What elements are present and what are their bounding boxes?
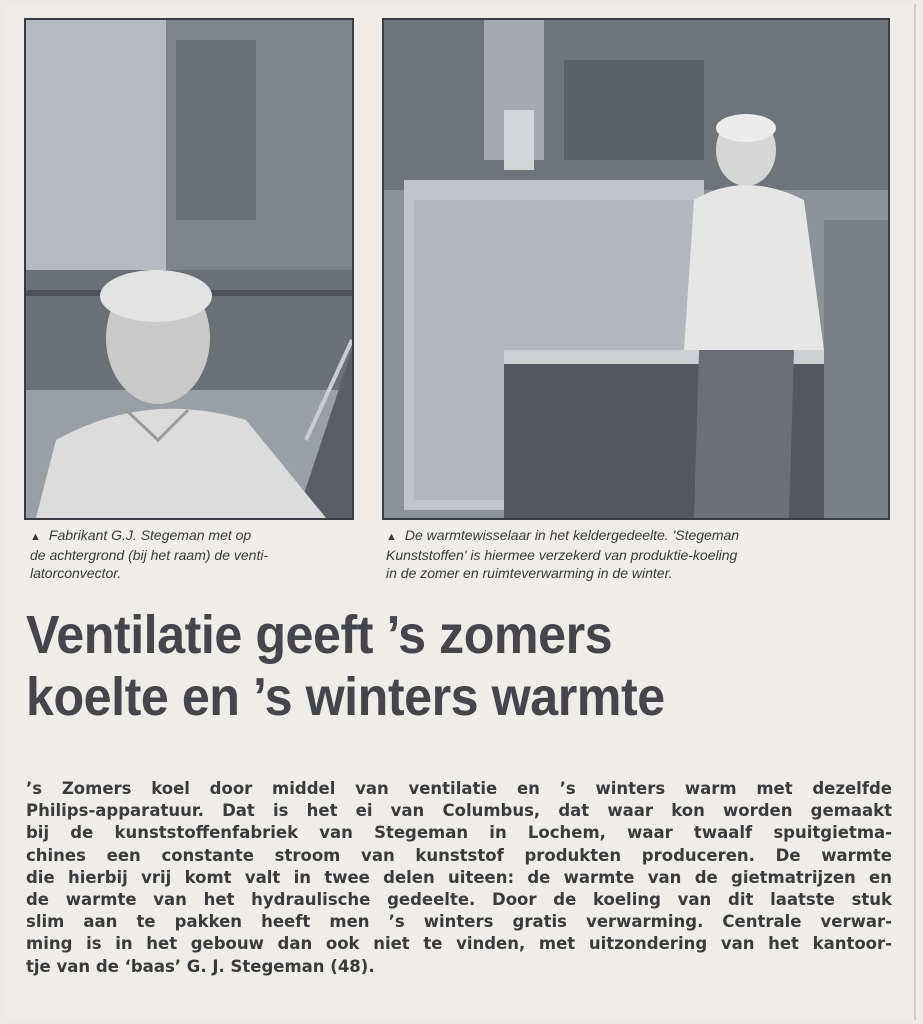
caption-line: Fabrikant G.J. Stegeman met op [48,527,252,543]
triangle-marker-icon: ▲ [30,531,41,543]
photo-portrait-stegeman [24,18,354,520]
headline-line-1: Ventilatie geeft ’s zomers [26,605,613,665]
body-line: bij de kunststoffenfabriek van Stegeman in Lochem, waar twaalf spuitgietma- [26,823,892,843]
body-line: chines een constante stroom van kunststof produkten produceren. De warmte [26,845,892,865]
caption-line: in de zomer en ruimteverwarming in de winter. [386,565,673,581]
photo-heat-exchanger [382,18,890,520]
body-line: ming is in het gebouw dan ook niet te vinden, met uitzondering van het kantoor- [26,934,892,954]
body-line: die hierbij vrij komt valt in twee delen uiteen: de warmte van de gietmatrijzen en [26,867,892,887]
triangle-marker-icon: ▲ [386,531,397,543]
article-body [26,778,892,978]
caption-left [30,526,360,582]
caption-line: Kunststoffen' is hiermee verzekerd van produktie-koeling [386,547,738,563]
caption-line: De warmtewisselaar in het keldergedeelte. 'Stegeman [404,527,740,543]
body-line: de warmte van het hydraulische gedeelte. Door de koeling van dit laatste stuk [26,890,892,910]
body-line: tje van de ‘baas’ G. J. Stegeman (48). [26,956,375,976]
heat-exchanger-illustration [384,20,888,518]
headline [26,604,844,728]
caption-line: latorconvector. [30,565,122,581]
body-line: Philips-apparatuur. Dat is het ei van Columbus, dat waar kon worden gemaakt [26,801,892,821]
body-line: slim aan te pakken heeft men ’s winters gratis verwarming. Centrale verwar- [26,912,892,932]
caption-line: de achtergrond (bij het raam) de venti- [30,547,269,563]
portrait-illustration [26,20,352,518]
caption-right [386,526,886,582]
headline-line-2: koelte en ’s winters warmte [26,667,665,727]
body-line: ’s Zomers koel door middel van ventilatie en ’s winters warm met dezelfde [26,779,892,798]
